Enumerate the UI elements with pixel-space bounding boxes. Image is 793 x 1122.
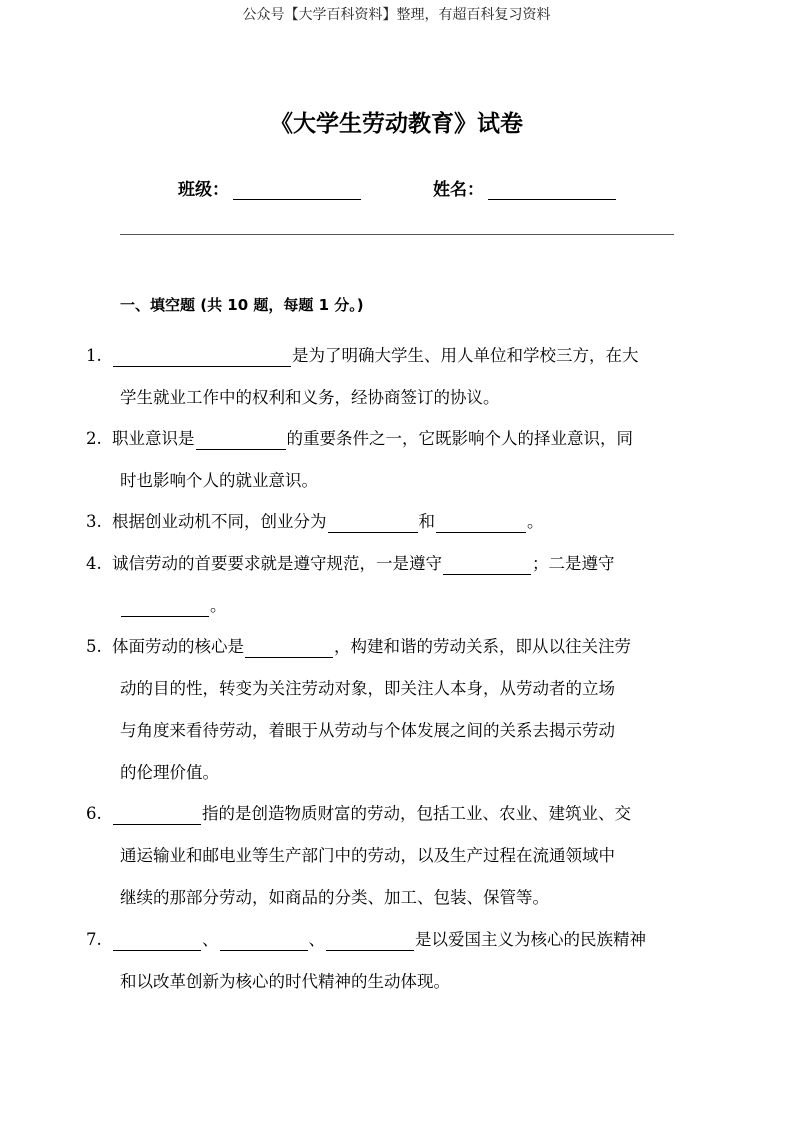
question-3 — [86, 501, 686, 543]
question-text: 继续的那部分劳动，如商品的分类、加工、包装、保管等。 — [120, 888, 549, 907]
divider — [120, 234, 674, 235]
class-label: 班级： — [178, 180, 229, 200]
class-field — [178, 174, 361, 200]
question-text: 和 — [418, 512, 435, 531]
answer-blank[interactable] — [245, 637, 333, 658]
answer-blank[interactable] — [443, 554, 531, 575]
answer-blank[interactable] — [113, 346, 291, 367]
question-text: 。 — [527, 512, 544, 531]
answer-blank[interactable] — [113, 804, 201, 825]
answer-blank[interactable] — [196, 429, 286, 450]
question-text: 、 — [202, 930, 219, 949]
question-text: 学生就业工作中的权利和义务，经协商签订的协议。 — [120, 388, 500, 407]
answer-blank[interactable] — [436, 512, 526, 533]
question-number: 3. — [86, 512, 102, 531]
question-text: 指的是创造物质财富的劳动，包括工业、农业、建筑业、交 — [202, 804, 631, 823]
question-text: 动的目的性，转变为关注劳动对象，即关注人本身，从劳动者的立场 — [120, 679, 615, 698]
question-text: 和以改革创新为核心的时代精神的生动体现。 — [120, 972, 450, 991]
answer-blank[interactable] — [121, 596, 209, 617]
question-text: 通运输业和邮电业等生产部门中的劳动，以及生产过程在流通领域中 — [120, 846, 615, 865]
question-text: ；二是遵守 — [532, 554, 615, 573]
question-number: 2. — [86, 429, 102, 448]
question-text: 。 — [210, 596, 227, 615]
page-title: 《大学生劳动教育》试卷 — [270, 111, 523, 137]
question-text: 是以爱国主义为核心的民族精神 — [415, 930, 646, 949]
answer-blank[interactable] — [113, 930, 201, 951]
question-number: 7. — [86, 930, 102, 949]
question-text: ，构建和谐的劳动关系，即从以往关注劳 — [334, 637, 631, 656]
question-text: 体面劳动的核心是 — [112, 637, 244, 656]
answer-blank[interactable] — [326, 930, 414, 951]
answer-blank[interactable] — [220, 930, 308, 951]
class-blank[interactable] — [233, 181, 361, 200]
header-note: 公众号【大学百科资料】整理，有超百科复习资料 — [242, 7, 551, 23]
name-field — [433, 174, 616, 200]
question-text: 时也影响个人的就业意识。 — [120, 471, 318, 490]
question-text: 是为了明确大学生、用人单位和学校三方，在大 — [292, 346, 639, 365]
question-text: 职业意识是 — [112, 429, 195, 448]
question-number: 5. — [86, 637, 102, 656]
question-1 — [86, 335, 686, 419]
question-number: 1. — [86, 346, 102, 365]
question-text: 的伦理价值。 — [120, 763, 219, 782]
question-text: 的重要条件之一，它既影响个人的择业意识，同 — [286, 429, 633, 448]
name-blank[interactable] — [488, 181, 616, 200]
section-heading: 一、填空题 (共 10 题，每题 1 分。) — [120, 296, 364, 314]
question-6 — [86, 793, 686, 919]
question-text: 诚信劳动的首要要求就是遵守规范，一是遵守 — [112, 554, 442, 573]
question-4 — [86, 543, 686, 627]
question-text: 与角度来看待劳动，着眼于从劳动与个体发展之间的关系去揭示劳动 — [120, 721, 615, 740]
question-text: 根据创业动机不同，创业分为 — [112, 512, 327, 531]
info-row — [0, 174, 793, 200]
question-text: 、 — [308, 930, 325, 949]
question-number: 6. — [86, 804, 102, 823]
question-5 — [86, 626, 686, 794]
question-number: 4. — [86, 554, 102, 573]
question-2 — [86, 418, 686, 502]
name-label: 姓名： — [433, 180, 484, 200]
question-7 — [86, 919, 686, 1003]
answer-blank[interactable] — [328, 512, 418, 533]
